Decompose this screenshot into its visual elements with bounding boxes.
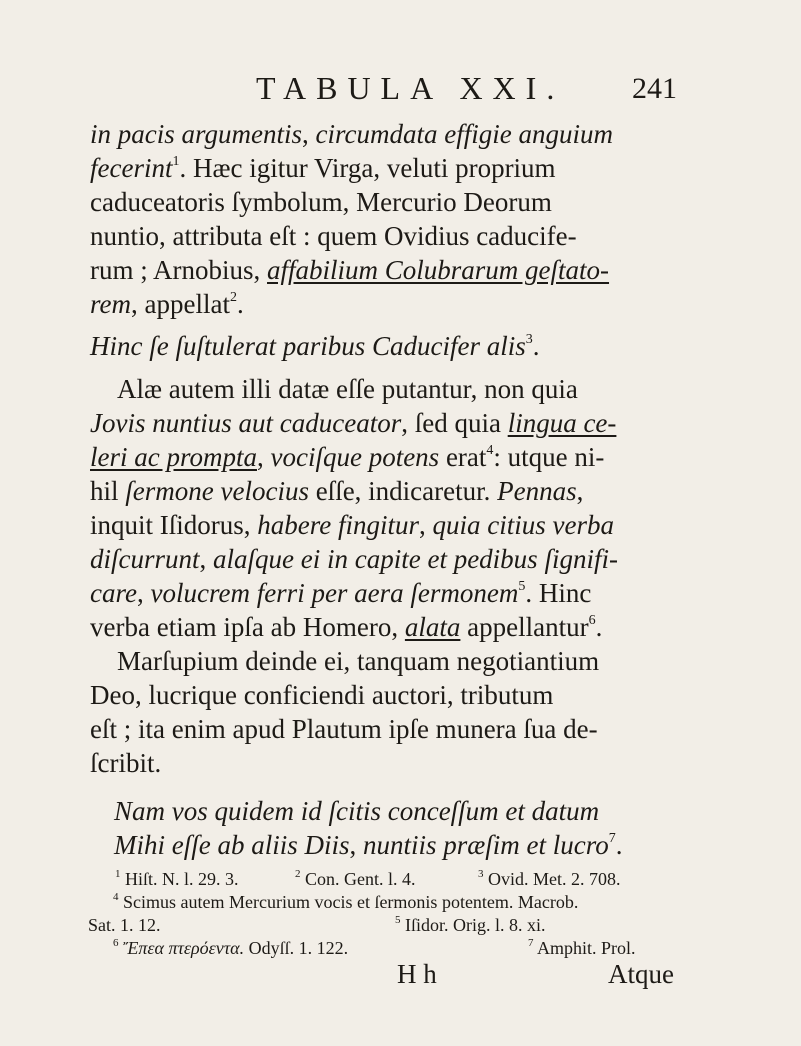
footnote-ref-6: 6 [588, 613, 596, 628]
signature-mark: H h [397, 959, 437, 989]
paragraph-1-line-5: rum ; Arnobius, affabilium Colubrarum geſtato- [90, 255, 610, 285]
paragraph-2-line-2: Jovis nuntius aut caduceator, ſed quia lingua ce- [90, 408, 617, 438]
page-number: 241 [632, 72, 677, 105]
paragraph-2-line-8: verba etiam ipſa ab Homero, alata appellantur$^6$. [90, 612, 603, 642]
footnote-ref-2: 2 [229, 290, 237, 305]
paragraph-2-line-4: hil ſermone velocius eſſe, indicaretur. Pennas, [90, 476, 584, 506]
verse-quotation-2-line-1: Nam vos quidem id ſcitis conceſſum et datum [114, 796, 600, 826]
paragraph-2-line-5: inquit Iſidorus, habere fingitur, quia citius verba [90, 510, 614, 540]
page-header [0, 70, 801, 110]
footnote-4-continued: Sat. 1. 12. [88, 915, 161, 935]
greek-quotation: Ἔπεα πτερόεντα. [123, 938, 245, 958]
paragraph-2-line-1: Alæ autem illi datæ eſſe putantur, non quia [117, 374, 578, 404]
footnote-1: $^1$ Hiſt. N. l. 29. 3. [115, 868, 239, 889]
footnote-6: $^6$ Ἔπεα πτερόεντα. Odyſſ. 1. 122. [113, 937, 349, 958]
footnote-2: $^2$ Con. Gent. l. 4. [295, 868, 416, 889]
footnote-ref-1: 1 [172, 154, 180, 169]
paragraph-1-line-3: caduceatoris ſymbolum, Mercurio Deorum [90, 187, 552, 217]
paragraph-2-line-12: ſcribit. [90, 748, 162, 778]
footnote-4: $^4$ Scimus autem Mercurium vocis et ſermonis potentem. Macrob. [113, 891, 579, 912]
footnote-3: $^3$ Ovid. Met. 2. 708. [478, 868, 621, 889]
footnote-7: $^7$ Amphit. Prol. [528, 937, 636, 958]
running-title: TABULA XXI. [256, 70, 565, 106]
footnote-5: $^5$ Iſidor. Orig. l. 8. xi. [395, 914, 546, 935]
paragraph-2-line-7: care, volucrem ferri per aera ſermonem$^5$. Hinc [90, 578, 592, 608]
paragraph-2-line-10: Deo, lucrique conficiendi auctori, tributum [90, 680, 554, 710]
footnote-ref-7: 7 [608, 831, 616, 846]
paragraph-1-line-6: rem, appellat$^2$. [90, 289, 244, 319]
paragraph-2-line-9: Marſupium deinde ei, tanquam negotiantium [117, 646, 600, 676]
paragraph-2-line-3: leri ac prompta, vociſque potens erat$^4$: utque ni- [90, 442, 605, 472]
verse-quotation-1: Hinc ſe ſuſtulerat paribus Caducifer alis$^3$. [90, 331, 540, 361]
footnote-ref-4: 4 [486, 443, 494, 458]
footnote-ref-5: 5 [518, 579, 526, 594]
catchword: Atque [608, 959, 674, 989]
paragraph-2-line-6: diſcurrunt, alaſque ei in capite et pedibus ſignifi- [90, 544, 618, 574]
paragraph-1-line-1: in pacis argumentis, circumdata effigie anguium [90, 119, 613, 149]
footnote-ref-3: 3 [525, 332, 533, 347]
paragraph-1-line-4: nuntio, attributa eſt : quem Ovidius caducife- [90, 221, 577, 251]
paragraph-1-line-2: fecerint$^1$. Hæc igitur Virga, veluti proprium [90, 153, 556, 183]
verse-quotation-2-line-2: Mihi eſſe ab aliis Diis, nuntiis præſim et lucro$^7$. [114, 830, 623, 860]
paragraph-2-line-11: eſt ; ita enim apud Plautum ipſe munera ſua de- [90, 714, 598, 744]
